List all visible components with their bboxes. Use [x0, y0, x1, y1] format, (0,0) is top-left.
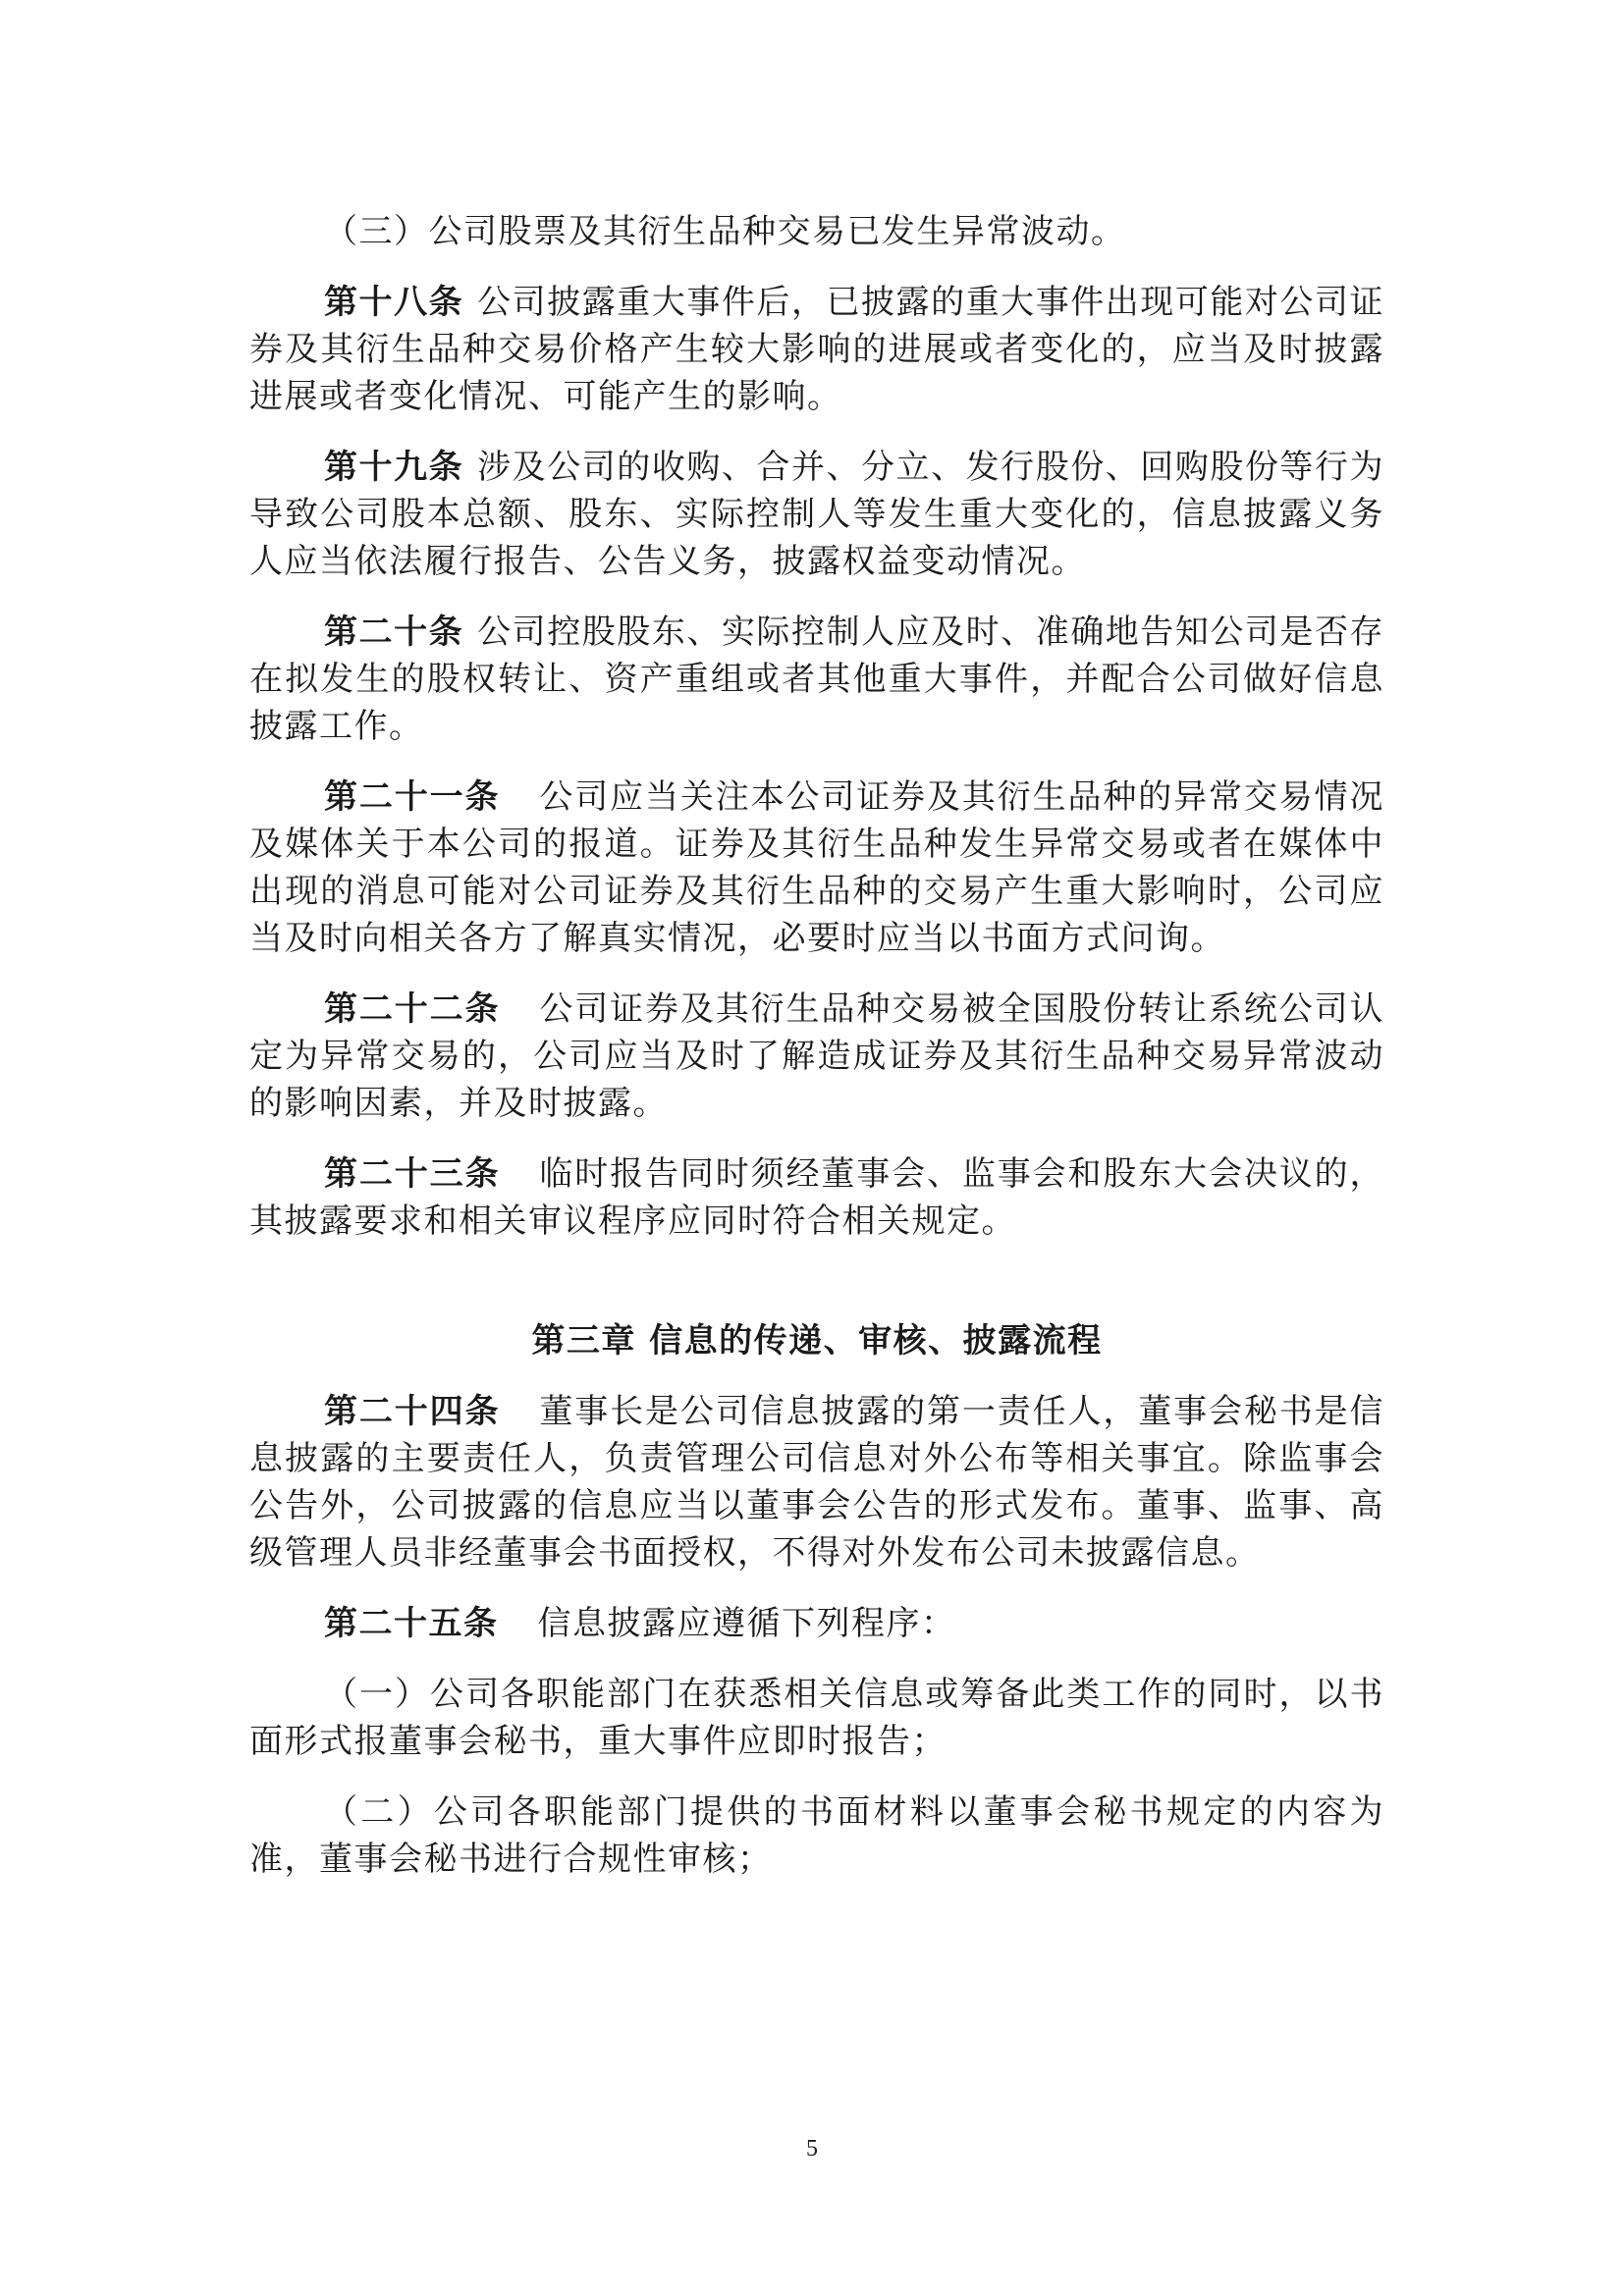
paragraph-text: （一）公司各职能部门在获悉相关信息或筹备此类工作的同时，以书面形式报董事会秘书，重大事件应即时报告； [249, 1675, 1384, 1761]
article-21 [249, 774, 1384, 962]
article-25 [249, 1600, 1384, 1647]
article-22 [249, 986, 1384, 1127]
clause-item-2 [249, 1789, 1384, 1883]
article-18 [249, 279, 1384, 420]
clause-item-3 [249, 208, 1384, 255]
paragraph-text: 信息披露应遵循下列程序： [537, 1604, 956, 1643]
paragraph-text: 公司披露重大事件后，已披露的重大事件出现可能对公司证券及其衍生品种交易价格产生较大影响的进展或者变化的，应当及时披露进展或者变化情况、可能产生的影响。 [249, 283, 1385, 416]
article-19 [249, 444, 1384, 585]
article-number: 第二十二条 [324, 989, 501, 1029]
chapter-heading: 第三章 信息的传递、审核、披露流程 [531, 1321, 1103, 1361]
clause-item-1 [249, 1671, 1384, 1765]
article-number: 第二十条 [324, 613, 464, 652]
article-24 [249, 1388, 1384, 1576]
article-23 [249, 1150, 1384, 1245]
article-number: 第十九条 [324, 448, 464, 487]
article-number: 第二十四条 [324, 1392, 501, 1431]
paragraph-text: 公司应当关注本公司证券及其衍生品种的异常交易情况及媒体关于本公司的报道。证券及其衍生品种发生异常交易或者在媒体中出现的消息可能对公司证券及其衍生品种的交易产生重大影响时，公司应当及时向相关各方了解真实情况，必要时应当以书面方式问询。 [249, 777, 1384, 958]
paragraph-text: 公司控股股东、实际控制人应及时、准确地告知公司是否存在拟发生的股权转让、资产重组或者其他重大事件，并配合公司做好信息披露工作。 [249, 613, 1385, 746]
article-number: 第二十一条 [324, 777, 501, 817]
paragraph-text: （三）公司股票及其衍生品种交易已发生异常波动。 [324, 212, 1126, 251]
article-20 [249, 609, 1384, 750]
paragraph-text: 临时报告同时须经董事会、监事会和股东大会决议的，其披露要求和相关审议程序应同时符合相关规定。 [249, 1154, 1384, 1241]
article-number: 第二十三条 [324, 1154, 501, 1194]
paragraph-text: （二）公司各职能部门提供的书面材料以董事会秘书规定的内容为准，董事会秘书进行合规性审核； [249, 1792, 1384, 1879]
article-number: 第十八条 [324, 283, 464, 322]
paragraph-text: 公司证券及其衍生品种交易被全国股份转让系统公司认定为异常交易的，公司应当及时了解造成证券及其衍生品种交易异常波动的影响因素，并及时披露。 [249, 989, 1384, 1123]
paragraph-text: 董事长是公司信息披露的第一责任人，董事会秘书是信息披露的主要责任人，负责管理公司信息对外公布等相关事宜。除监事会公告外，公司披露的信息应当以董事会公告的形式发布。董事、监事、高级管理人员非经董事会书面授权，不得对外发布公司未披露信息。 [249, 1392, 1384, 1573]
page-body [249, 208, 1384, 1906]
article-number: 第二十五条 [324, 1604, 499, 1643]
paragraph-text: 涉及公司的收购、合并、分立、发行股份、回购股份等行为导致公司股本总额、股东、实际控制人等发生重大变化的，信息披露义务人应当依法履行报告、公告义务，披露权益变动情况。 [249, 448, 1385, 581]
page-number: 5 [806, 2136, 818, 2162]
